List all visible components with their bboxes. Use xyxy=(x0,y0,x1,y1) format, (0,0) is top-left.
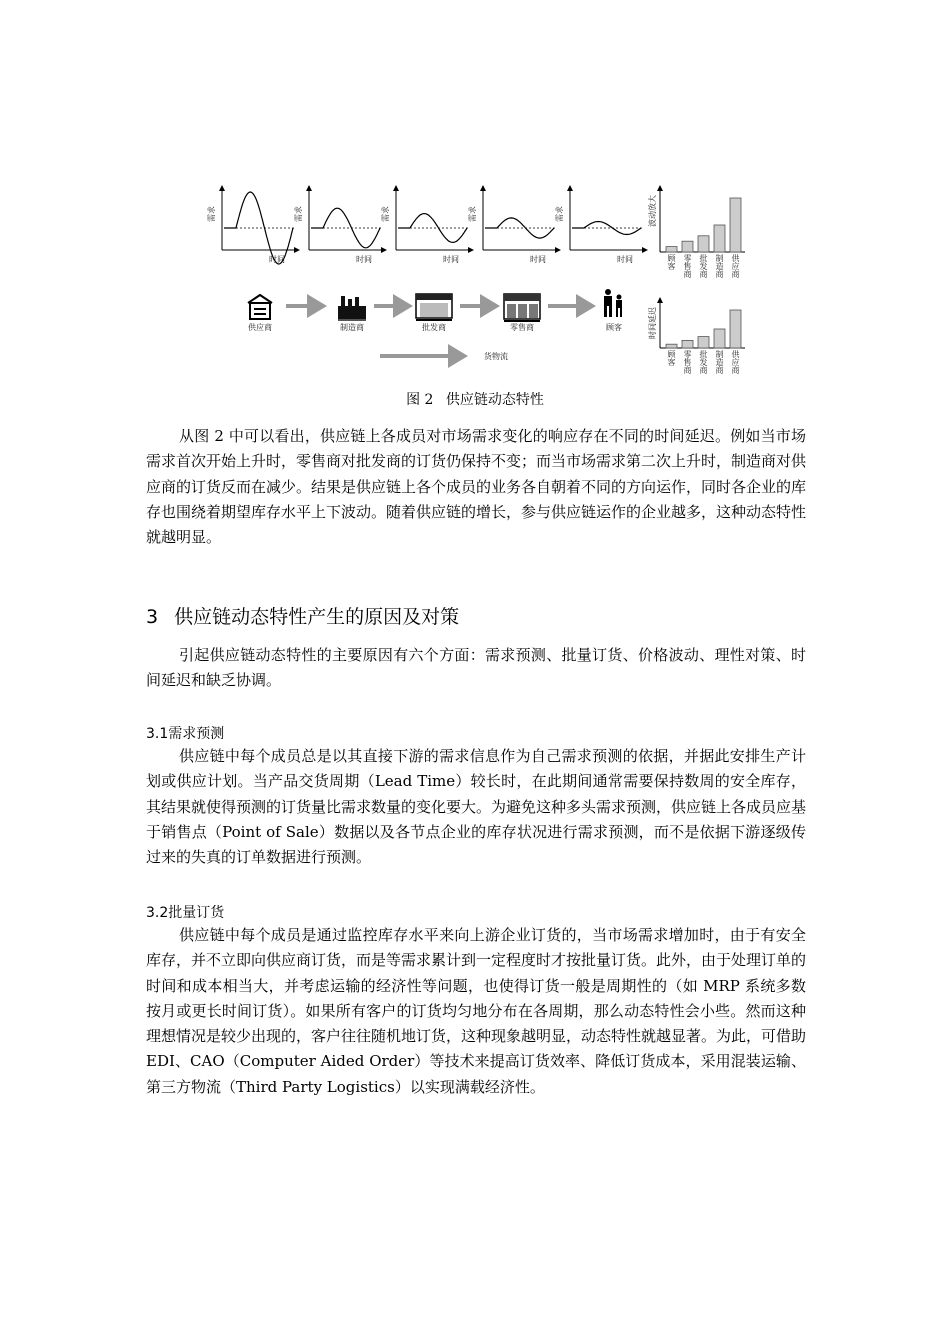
fluctuation-category-1: 售 xyxy=(683,262,692,271)
customer-icon xyxy=(604,289,622,317)
fluctuation-category-2: 商 xyxy=(699,270,708,279)
section-3-1-text: 供应链中每个成员总是以其直接下游的需求信息作为自己需求预测的依据，并据此安排生产计划或供应计划。当产品交货周期（Lead Time）较长时，在此期间通常需要保持数周的安全库存，其结果就使得预测的订货量比需求数量的变化要大。为避免这种多头需求预测，供应链上各成员应基于销售点（Point of Sale）数据以及各节点企业的库存状况进行需求预测，而不是依据下游逐级传过来的失真的订单数据进行预测。 xyxy=(146,747,807,867)
retailer-icon xyxy=(504,294,540,321)
fluctuation-category-3: 商 xyxy=(715,270,724,279)
delay-category-3: 制 xyxy=(715,350,724,359)
fluctuation-category-1: 零 xyxy=(683,254,692,263)
demand-panel-4 xyxy=(554,186,647,264)
delay-category-2: 批 xyxy=(699,350,708,359)
fluctuation-category-2: 发 xyxy=(699,262,708,271)
fluctuation-bar-0 xyxy=(666,247,677,252)
section-3-2-text: 供应链中每个成员是通过监控库存水平来向上游企业订货的，当市场需求增加时，由于有安全库存，并不立即向供应商订货，而是等需求累计到一定程度时才按批量订货。此外，由于处理订单的时间和成本相当大，并考虑运输的经济性等问题，也使得订货一般是周期性的（如 MRP 系统多数按月或更长时间订货）。如果所有客户的订货均匀地分布在各周期，那么动态特性会小些。然而这种理想情况是较少出现的，客户往往随机地订货，这种现象越明显，动态特性就越显著。为此，可借助EDI、CAO（Computer Aided Order）等技术来提高订货效率、降低订货成本，采用混装运输、第三方物流（Third Party Logistics）以实现满载经济性。 xyxy=(146,926,807,1096)
fluctuation-category-4: 供 xyxy=(731,254,740,263)
delay-category-1: 商 xyxy=(683,366,692,375)
demand-axis-label: 需求 xyxy=(294,206,303,222)
delay-bar-2 xyxy=(698,337,709,348)
fluctuation-category-1: 商 xyxy=(683,270,692,279)
delay-bar-3 xyxy=(714,329,725,348)
section-3-1-heading: 3.1需求预测 xyxy=(146,726,225,742)
demand-axis-label: 需求 xyxy=(381,206,390,222)
demand-panel-3 xyxy=(467,186,560,264)
fluctuation-bar-2 xyxy=(698,236,709,252)
delay-category-3: 商 xyxy=(715,366,724,375)
fluctuation-label: 波动放大 xyxy=(648,195,657,227)
fluctuation-category-3: 制 xyxy=(715,254,724,263)
fluctuation-chart xyxy=(647,186,745,279)
chain-label-wholesaler: 批发商 xyxy=(422,323,446,332)
delay-category-4: 应 xyxy=(731,358,740,367)
section-3-2-heading: 3.2批量订货 xyxy=(146,905,225,921)
supply-chain-dynamics-figure xyxy=(207,178,750,382)
demand-wave xyxy=(485,218,554,238)
demand-panel-0 xyxy=(206,186,299,264)
time-axis-label: 时间 xyxy=(356,255,372,264)
fluctuation-category-0: 顾 xyxy=(667,254,676,263)
fluctuation-bar-4 xyxy=(730,198,741,252)
delay-category-2: 商 xyxy=(699,366,708,375)
chain-label-retailer: 零售商 xyxy=(510,323,534,332)
figure-canvas xyxy=(207,178,750,382)
figure-caption xyxy=(0,389,950,409)
demand-axis-label: 需求 xyxy=(468,206,477,222)
figure-caption-label: 图 2 xyxy=(406,392,434,408)
fluctuation-category-3: 造 xyxy=(715,262,724,271)
delay-category-4: 供 xyxy=(731,350,740,359)
delay-bar-4 xyxy=(730,310,741,348)
fluctuation-bar-1 xyxy=(682,241,693,252)
demand-wave xyxy=(224,192,293,264)
demand-wave xyxy=(311,208,380,248)
delay-bar-1 xyxy=(682,340,693,348)
chain-label-manufacturer: 制造商 xyxy=(340,323,364,332)
flow-label: 货物流 xyxy=(484,352,508,361)
fluctuation-category-4: 应 xyxy=(731,262,740,271)
delay-category-0: 顾 xyxy=(667,350,676,359)
paragraph-figure-analysis: 从图 2 中可以看出，供应链上各成员对市场需求变化的响应存在不同的时间延迟。例如当市场需求首次开始上升时，零售商对批发商的订货仍保持不变；而当市场需求第二次上升时，制造商对供应商的订货反而在减少。结果是供应链上各个成员的业务各自朝着不同的方向运作，同时各企业的库存也围绕着期望库存水平上下波动。随着供应链的增长，参与供应链运作的企业越多，这种动态特性就越明显。 xyxy=(146,427,807,547)
delay-category-1: 零 xyxy=(683,350,692,359)
figure-caption-title: 供应链动态特性 xyxy=(445,392,544,408)
time-axis-label: 时间 xyxy=(530,255,546,264)
time-axis-label: 时间 xyxy=(617,255,633,264)
time-axis-label: 时间 xyxy=(269,255,285,264)
fluctuation-category-4: 商 xyxy=(731,270,740,279)
demand-wave xyxy=(572,222,641,235)
supplier-icon xyxy=(248,295,272,319)
wholesaler-icon xyxy=(416,294,452,320)
delay-category-2: 发 xyxy=(699,358,708,367)
section-3-title: 供应链动态特性产生的原因及对策 xyxy=(174,606,460,628)
chain-label-customer: 顾客 xyxy=(606,323,622,332)
section-3-intro: 引起供应链动态特性的主要原因有六个方面：需求预测、批量订货、价格波动、理性对策、时间延迟和缺乏协调。 xyxy=(146,646,806,690)
delay-label: 时间延迟 xyxy=(648,307,657,339)
fluctuation-bar-3 xyxy=(714,225,725,252)
manufacturer-icon xyxy=(338,296,366,321)
delay-category-3: 造 xyxy=(715,358,724,367)
demand-panel-2 xyxy=(380,186,473,264)
demand-wave xyxy=(398,214,467,243)
fluctuation-category-0: 客 xyxy=(667,262,676,271)
demand-axis-label: 需求 xyxy=(555,206,564,222)
chain-label-supplier: 供应商 xyxy=(248,323,272,332)
section-3-heading xyxy=(146,602,459,629)
section-3-number: 3 xyxy=(146,606,159,628)
delay-category-1: 售 xyxy=(683,358,692,367)
delay-category-0: 客 xyxy=(667,358,676,367)
demand-panel-1 xyxy=(293,186,386,264)
delay-category-4: 商 xyxy=(731,366,740,375)
fluctuation-category-2: 批 xyxy=(699,254,708,263)
delay-bar-0 xyxy=(666,344,677,348)
time-axis-label: 时间 xyxy=(443,255,459,264)
demand-axis-label: 需求 xyxy=(207,206,216,222)
delay-chart xyxy=(647,298,745,375)
